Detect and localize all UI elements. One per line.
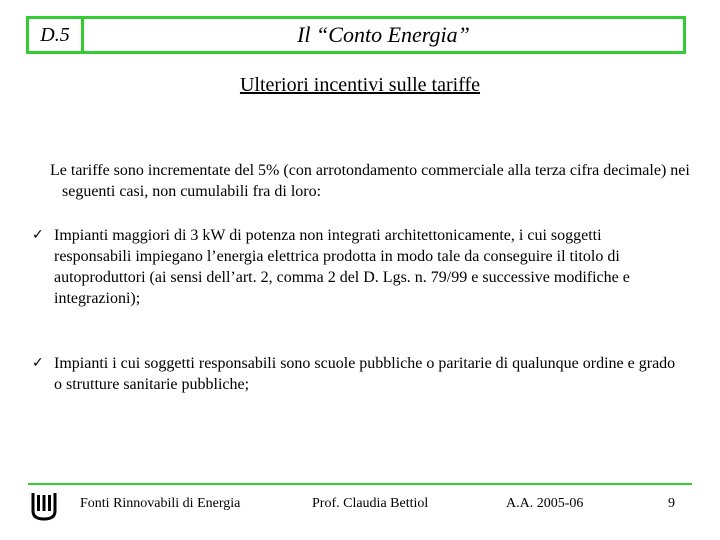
slide-header — [26, 16, 686, 54]
university-logo-icon — [30, 491, 58, 521]
footer-divider — [28, 483, 692, 485]
bullet-item — [32, 225, 682, 309]
intro-paragraph: Le tariffe sono incrementate del 5% (con arrotondamento commerciale alla terza cifra decimale) nei seguenti casi, non cumulabili fra di loro: — [50, 162, 690, 200]
checkmark-icon: ✓ — [32, 355, 44, 371]
bullet-text: Impianti maggiori di 3 kW di potenza non integrati architettonicamente, i cui soggetti responsabili impiegano l’energia elettrica prodotta in modo tale da conseguire il titolo di autoproduttori (ai sensi dell’art. 2, comma 2 del D. Lgs. n. 79/99 e successive modifiche e integrazioni); — [54, 227, 630, 307]
slide-title: Il “Conto Energia” — [297, 22, 470, 47]
footer-professor: Prof. Claudia Bettiol — [312, 496, 429, 511]
footer-course: Fonti Rinnovabili di Energia — [80, 496, 241, 511]
slide-code: D.5 — [29, 19, 84, 51]
bullet-text: Impianti i cui soggetti responsabili sono scuole pubbliche o paritarie di qualunque ordine e grado o strutture sanitarie pubbliche; — [54, 355, 676, 393]
footer-page-number: 9 — [668, 496, 675, 511]
checkmark-icon: ✓ — [32, 227, 44, 243]
slide-subtitle: Ulteriori incentivi sulle tariffe — [239, 74, 481, 96]
footer-academic-year: A.A. 2005-06 — [506, 496, 584, 511]
bullet-item — [32, 353, 682, 395]
